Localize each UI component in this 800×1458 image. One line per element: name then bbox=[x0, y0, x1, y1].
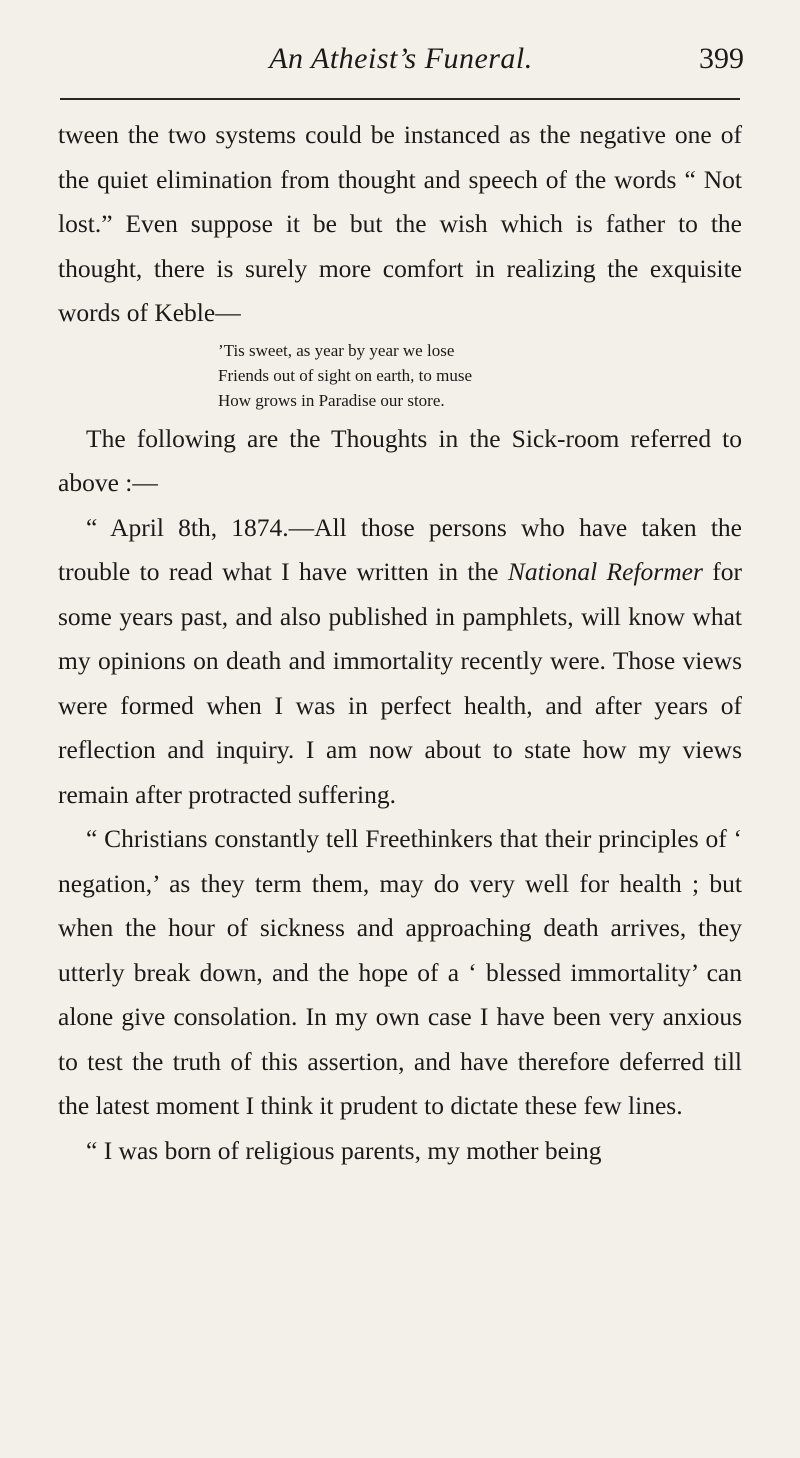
verse-line-2: Friends out of sight on earth, to muse bbox=[218, 365, 473, 385]
paragraph-continuation: tween the two systems could be instanced as the negative one of the quiet elimination from thought and speech of the words “ Not lost.” Even suppose it be but the wish which is father to the thought, there is surely more comfort in realizing the exquisite words of Keble— bbox=[58, 120, 742, 327]
verse-line-3: How grows in Paradise our store. bbox=[218, 390, 445, 410]
paragraph-april-8th bbox=[58, 506, 742, 818]
header-rule bbox=[60, 98, 740, 100]
running-title: An Atheist’s Funeral. bbox=[269, 42, 533, 75]
national-reformer-title: National Reformer bbox=[507, 557, 703, 586]
paragraph-born: “ I was born of religious parents, my mother being bbox=[86, 1135, 602, 1165]
verse-line-1: ’Tis sweet, as year by year we lose bbox=[218, 340, 455, 360]
paragraph-april-8th-rest: for some years past, and also published in pamphlets, will know what my opinions on death and immortality recently were. Those views were formed when I was in perfect health, and after years of reflection and inquiry. I am now about to state how my views remain after protracted suffering. bbox=[58, 557, 743, 809]
page-number: 399 bbox=[699, 42, 744, 75]
paragraph-christians: “ Christians constantly tell Freethinkers that their principles of ‘ negation,’ as they term them, may do very well for health ; but when the hour of sickness and approaching death arrives, they utterly break down, and the hope of a ‘ blessed immortality’ can alone give consolation. In my own case I have been very anxious to test the truth of this assertion, and have therefore deferred till the latest moment I think it prudent to dictate these few lines. bbox=[58, 824, 742, 1120]
running-head bbox=[58, 42, 744, 92]
paragraph-intro: The following are the Thoughts in the Sick-room referred to above :— bbox=[58, 423, 742, 497]
paragraph-april-8th-start: “ April 8th, 1874.—All those persons who have taken the trouble to read what I have written in the bbox=[58, 512, 742, 586]
keble-verse bbox=[58, 338, 742, 413]
body-text bbox=[58, 113, 742, 1173]
